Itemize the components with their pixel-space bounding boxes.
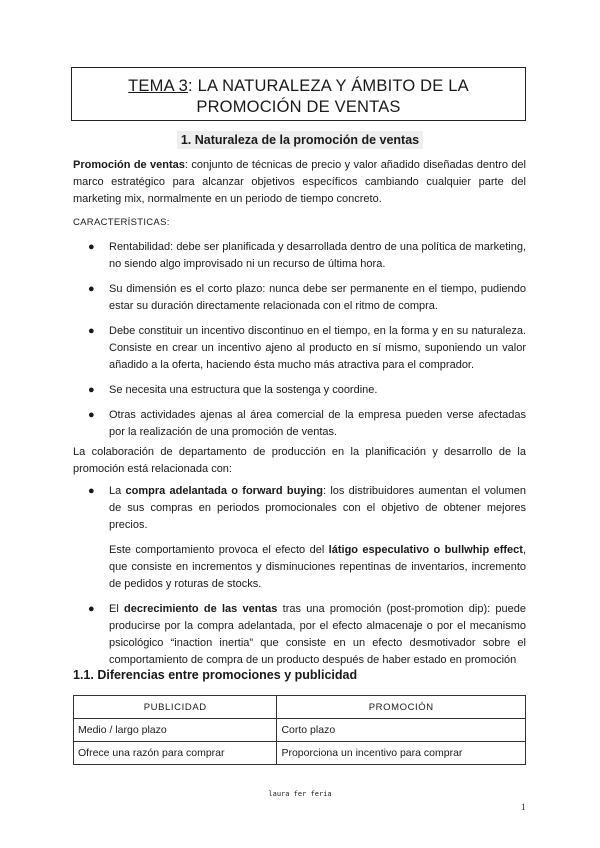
- table-cell: Ofrece una razón para comprar: [74, 742, 277, 765]
- comparison-table: [73, 695, 526, 765]
- table-cell: Proporciona un incentivo para comprar: [277, 742, 526, 765]
- bullet-icon: ●: [88, 384, 95, 396]
- section-1-heading: [0, 133, 600, 147]
- section-1-heading-text: 1. Naturaleza de la promoción de ventas: [177, 131, 423, 149]
- title-line-1: [72, 76, 525, 97]
- definition-paragraph: [73, 157, 526, 208]
- sales-decrease-term: decrecimiento de las ventas: [124, 603, 278, 615]
- characteristics-list: [73, 239, 526, 449]
- characteristics-label: CARACTERÍSTICAS:: [73, 217, 170, 228]
- forward-buying-term: compra adelantada o forward buying: [125, 485, 323, 497]
- list-item: ● Otras actividades ajenas al área comercial de la empresa pueden verse afectadas por la realización de una promoción de ventas.: [88, 409, 526, 438]
- list-item: ● Se necesita una estructura que la sostenga y coordine.: [73, 382, 526, 399]
- bullet-icon: ●: [88, 485, 95, 497]
- bullet-icon: ●: [88, 241, 95, 253]
- list-item: ● Debe constituir un incentivo discontinuo en el tiempo, en la forma y en su naturaleza. Consiste en crear un incentivo ajeno al producto en sí mismo, suponiendo un valor añadido a la oferta, haciendo ésta mucho más atractiva para el comprador.: [88, 325, 526, 371]
- collaboration-list: [73, 483, 526, 677]
- header-promocion: PROMOCIÓN: [277, 696, 526, 719]
- table-row: [74, 719, 526, 742]
- table-cell: Corto plazo: [277, 719, 526, 742]
- list-item: ● El decrecimiento de las ventas tras una promoción (post-promotion dip): puede producirse por la compra adelantada, por el efecto almacenaje o por el mecanismo psicológico “inaction inertia” que consiste en un efecto desmotivador sobre el comportamiento de compra de un producto después de haber estado en promoción: [88, 603, 527, 666]
- footer-author: laura fer feria: [268, 790, 332, 798]
- header-publicidad: PUBLICIDAD: [74, 696, 277, 719]
- title-rest: : LA NATURALEZA Y ÁMBITO DE LA: [188, 77, 469, 95]
- definition-term: Promoción de ventas: [73, 159, 185, 171]
- bullet-icon: ●: [88, 603, 95, 615]
- title-box: [71, 67, 526, 121]
- definition-text: : conjunto de técnicas de precio y valor añadido diseñadas dentro del marco estratégico para alcanzar objetivos específicos cambiando cualquier parte del marketing mix, normalmente en un periodo de tiempo concreto.: [73, 159, 526, 205]
- list-item: ● Su dimensión es el corto plazo: nunca debe ser permanente en el tiempo, pudiendo estar su duración directamente relacionada con el ritmo de compra.: [88, 283, 526, 312]
- bullwhip-paragraph: Este comportamiento provoca el efecto del látigo especulativo o bullwhip effect, que consiste en incrementos y disminuciones repentinas de inventarios, incremento de pedidos y roturas de stocks.: [109, 544, 526, 590]
- list-item: ● Rentabilidad: debe ser planificada y desarrollada dentro de una política de marketing, no siendo algo improvisado ni un recurso de última hora.: [88, 241, 526, 270]
- table-row: [74, 742, 526, 765]
- bullet-icon: ●: [88, 283, 95, 295]
- collaboration-intro: La colaboración de departamento de producción en la planificación y desarrollo de la promoción está relacionada con:: [73, 446, 526, 475]
- tema-label: TEMA 3: [128, 77, 189, 95]
- bullwhip-term: látigo especulativo o bullwhip effect: [328, 544, 523, 556]
- bullet-icon: ●: [88, 325, 95, 337]
- table-header-row: [74, 696, 526, 719]
- section-1-1-heading: 1.1. Diferencias entre promociones y publicidad: [73, 668, 358, 682]
- list-item: ● La compra adelantada o forward buying: los distribuidores aumentan el volumen de sus compras en periodos promocionales con el objetivo de obtener mejores precios. Este comportamiento provoca el efecto del látigo especulativo o bullwhip effect, que consiste en incrementos y disminuciones repentinas de inventarios, incremento de pedidos y roturas de stocks.: [73, 483, 526, 593]
- bullet-icon: ●: [88, 409, 95, 421]
- title-line-2: PROMOCIÓN DE VENTAS: [196, 98, 401, 116]
- table-cell: Medio / largo plazo: [74, 719, 277, 742]
- page-number: 1: [521, 802, 526, 812]
